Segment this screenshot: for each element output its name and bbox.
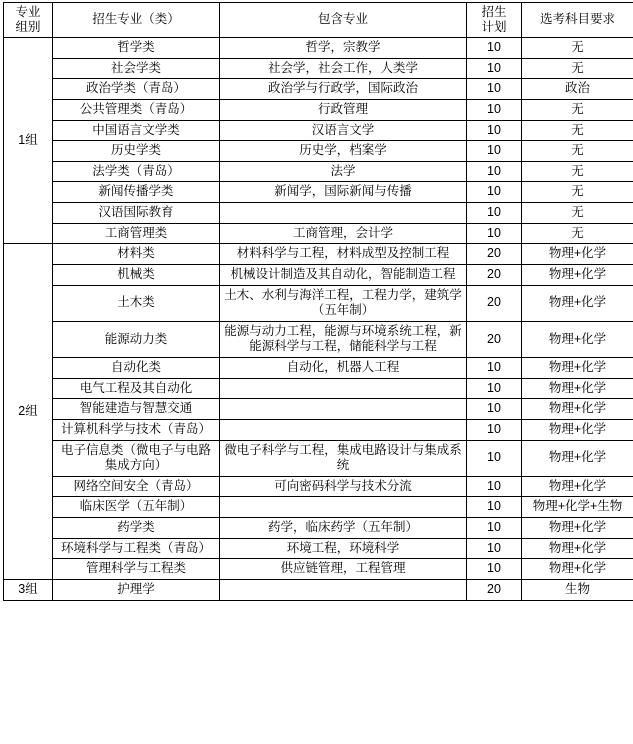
contains-majors-cell xyxy=(220,399,467,420)
subject-requirement-cell: 政治 xyxy=(522,79,633,100)
contains-majors-cell: 机械设计制造及其自动化，智能制造工程 xyxy=(220,264,467,285)
contains-majors-cell xyxy=(220,203,467,224)
major-name-cell: 管理科学与工程类 xyxy=(53,559,220,580)
subject-requirement-cell: 无 xyxy=(522,223,633,244)
subject-requirement-cell: 物理+化学 xyxy=(522,538,633,559)
major-name-cell: 智能建造与智慧交通 xyxy=(53,399,220,420)
table-row xyxy=(4,99,633,120)
contains-majors-cell: 供应链管理，工程管理 xyxy=(220,559,467,580)
major-name-cell: 哲学类 xyxy=(53,38,220,59)
major-name-cell: 材料类 xyxy=(53,244,220,265)
plan-count-cell: 10 xyxy=(467,223,522,244)
major-name-cell: 政治学类（青岛） xyxy=(53,79,220,100)
major-name-cell: 法学类（青岛） xyxy=(53,161,220,182)
contains-majors-cell: 行政管理 xyxy=(220,99,467,120)
subject-requirement-cell: 无 xyxy=(522,38,633,59)
major-name-cell: 历史学类 xyxy=(53,141,220,162)
subject-requirement-cell: 无 xyxy=(522,161,633,182)
table-row xyxy=(4,203,633,224)
subject-requirement-cell: 物理+化学 xyxy=(522,476,633,497)
header-plan-line1: 招生 xyxy=(481,5,507,19)
table-header xyxy=(4,3,633,38)
group-cell: 1组 xyxy=(4,38,53,244)
plan-count-cell: 10 xyxy=(467,399,522,420)
plan-count-cell: 10 xyxy=(467,203,522,224)
header-plan-line2: 计划 xyxy=(481,20,507,34)
table-row xyxy=(4,223,633,244)
plan-count-cell: 20 xyxy=(467,321,522,357)
contains-majors-cell xyxy=(220,419,467,440)
subject-requirement-cell: 物理+化学 xyxy=(522,358,633,379)
major-name-cell: 汉语国际教育 xyxy=(53,203,220,224)
group-cell: 2组 xyxy=(4,244,53,580)
table-row xyxy=(4,161,633,182)
major-name-cell: 药学类 xyxy=(53,518,220,539)
subject-requirement-cell: 物理+化学 xyxy=(522,244,633,265)
contains-majors-cell: 汉语言文学 xyxy=(220,120,467,141)
subject-requirement-cell: 无 xyxy=(522,120,633,141)
major-name-cell: 公共管理类（青岛） xyxy=(53,99,220,120)
table-row xyxy=(4,79,633,100)
contains-majors-cell: 环境工程，环境科学 xyxy=(220,538,467,559)
header-group-line1: 专业 xyxy=(15,5,41,19)
table-row xyxy=(4,182,633,203)
major-name-cell: 临床医学（五年制） xyxy=(53,497,220,518)
subject-requirement-cell: 物理+化学 xyxy=(522,378,633,399)
plan-count-cell: 10 xyxy=(467,58,522,79)
table-row xyxy=(4,538,633,559)
plan-count-cell: 10 xyxy=(467,99,522,120)
major-name-cell: 电气工程及其自动化 xyxy=(53,378,220,399)
major-name-cell: 能源动力类 xyxy=(53,321,220,357)
subject-requirement-cell: 物理+化学 xyxy=(522,559,633,580)
plan-count-cell: 10 xyxy=(467,476,522,497)
subject-requirement-cell: 无 xyxy=(522,141,633,162)
plan-count-cell: 20 xyxy=(467,285,522,321)
major-name-cell: 机械类 xyxy=(53,264,220,285)
table-row xyxy=(4,321,633,357)
major-name-cell: 新闻传播学类 xyxy=(53,182,220,203)
contains-majors-cell: 可向密码科学与技术分流 xyxy=(220,476,467,497)
contains-majors-cell xyxy=(220,497,467,518)
plan-count-cell: 10 xyxy=(467,358,522,379)
table-body xyxy=(4,38,633,601)
contains-majors-cell: 哲学，宗教学 xyxy=(220,38,467,59)
contains-majors-cell: 社会学，社会工作，人类学 xyxy=(220,58,467,79)
admission-majors-table xyxy=(3,2,633,601)
plan-count-cell: 10 xyxy=(467,419,522,440)
plan-count-cell: 10 xyxy=(467,559,522,580)
table-row xyxy=(4,120,633,141)
table-row xyxy=(4,264,633,285)
major-name-cell: 自动化类 xyxy=(53,358,220,379)
table-row xyxy=(4,285,633,321)
table-row xyxy=(4,358,633,379)
header-group xyxy=(4,3,53,38)
table-row xyxy=(4,378,633,399)
table-row xyxy=(4,141,633,162)
table-row xyxy=(4,559,633,580)
subject-requirement-cell: 物理+化学 xyxy=(522,399,633,420)
plan-count-cell: 10 xyxy=(467,161,522,182)
header-major: 招生专业（类） xyxy=(53,3,220,38)
contains-majors-cell: 法学 xyxy=(220,161,467,182)
table-row xyxy=(4,476,633,497)
contains-majors-cell: 材料科学与工程，材料成型及控制工程 xyxy=(220,244,467,265)
table-row xyxy=(4,399,633,420)
table-row xyxy=(4,58,633,79)
major-name-cell: 社会学类 xyxy=(53,58,220,79)
plan-count-cell: 10 xyxy=(467,378,522,399)
subject-requirement-cell: 物理+化学 xyxy=(522,518,633,539)
header-contains: 包含专业 xyxy=(220,3,467,38)
subject-requirement-cell: 物理+化学 xyxy=(522,285,633,321)
table-header-row xyxy=(4,3,633,38)
plan-count-cell: 10 xyxy=(467,120,522,141)
contains-majors-cell: 药学，临床药学（五年制） xyxy=(220,518,467,539)
plan-count-cell: 20 xyxy=(467,579,522,600)
plan-count-cell: 10 xyxy=(467,518,522,539)
subject-requirement-cell: 物理+化学 xyxy=(522,440,633,476)
major-name-cell: 计算机科学与技术（青岛） xyxy=(53,419,220,440)
header-group-line2: 组别 xyxy=(15,20,41,34)
plan-count-cell: 10 xyxy=(467,182,522,203)
table-row xyxy=(4,497,633,518)
plan-count-cell: 10 xyxy=(467,497,522,518)
plan-count-cell: 10 xyxy=(467,440,522,476)
subject-requirement-cell: 无 xyxy=(522,203,633,224)
contains-majors-cell: 微电子科学与工程，集成电路设计与集成系统 xyxy=(220,440,467,476)
plan-count-cell: 10 xyxy=(467,79,522,100)
plan-count-cell: 20 xyxy=(467,264,522,285)
contains-majors-cell xyxy=(220,579,467,600)
major-name-cell: 网络空间安全（青岛） xyxy=(53,476,220,497)
table-row xyxy=(4,518,633,539)
plan-count-cell: 10 xyxy=(467,141,522,162)
table-row xyxy=(4,419,633,440)
table-row xyxy=(4,38,633,59)
subject-requirement-cell: 物理+化学+生物 xyxy=(522,497,633,518)
contains-majors-cell xyxy=(220,378,467,399)
subject-requirement-cell: 无 xyxy=(522,99,633,120)
major-name-cell: 工商管理类 xyxy=(53,223,220,244)
subject-requirement-cell: 物理+化学 xyxy=(522,264,633,285)
contains-majors-cell: 历史学，档案学 xyxy=(220,141,467,162)
subject-requirement-cell: 物理+化学 xyxy=(522,321,633,357)
major-name-cell: 中国语言文学类 xyxy=(53,120,220,141)
major-name-cell: 土木类 xyxy=(53,285,220,321)
table-row xyxy=(4,440,633,476)
plan-count-cell: 10 xyxy=(467,538,522,559)
contains-majors-cell: 政治学与行政学，国际政治 xyxy=(220,79,467,100)
table-row xyxy=(4,579,633,600)
major-name-cell: 护理学 xyxy=(53,579,220,600)
subject-requirement-cell: 无 xyxy=(522,182,633,203)
subject-requirement-cell: 生物 xyxy=(522,579,633,600)
plan-count-cell: 10 xyxy=(467,38,522,59)
plan-count-cell: 20 xyxy=(467,244,522,265)
major-name-cell: 环境科学与工程类（青岛） xyxy=(53,538,220,559)
contains-majors-cell: 新闻学，国际新闻与传播 xyxy=(220,182,467,203)
contains-majors-cell: 自动化，机器人工程 xyxy=(220,358,467,379)
subject-requirement-cell: 物理+化学 xyxy=(522,419,633,440)
contains-majors-cell: 能源与动力工程，能源与环境系统工程，新能源科学与工程，储能科学与工程 xyxy=(220,321,467,357)
group-cell: 3组 xyxy=(4,579,53,600)
major-name-cell: 电子信息类（微电子与电路集成方向） xyxy=(53,440,220,476)
contains-majors-cell: 土木、水利与海洋工程，工程力学，建筑学（五年制） xyxy=(220,285,467,321)
subject-requirement-cell: 无 xyxy=(522,58,633,79)
contains-majors-cell: 工商管理，会计学 xyxy=(220,223,467,244)
table-row xyxy=(4,244,633,265)
header-subject: 选考科目要求 xyxy=(522,3,633,38)
header-plan xyxy=(467,3,522,38)
